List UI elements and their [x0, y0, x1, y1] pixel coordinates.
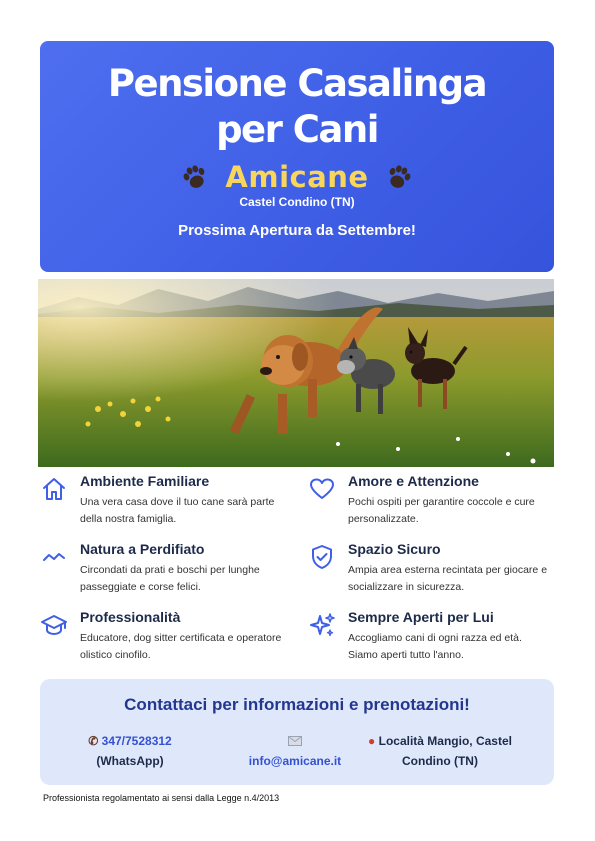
- feature-title: Amore e Attenzione: [348, 473, 479, 489]
- contact-address: [360, 731, 520, 771]
- dogs-playing-in-meadow-image: [38, 279, 554, 467]
- email-link[interactable]: info@amicane.it: [248, 754, 342, 768]
- feature-description: Pochi ospiti per garantire coccole e cure personalizzate.: [348, 496, 535, 525]
- opening-announcement: Prossima Apertura da Settembre!: [178, 222, 416, 239]
- address-line-2: Condino (TN): [402, 754, 478, 768]
- brand-row: [40, 159, 554, 195]
- hero-banner: [40, 41, 554, 272]
- brand-name: Amicane: [225, 160, 369, 194]
- feature-title: Ambiente Familiare: [80, 473, 210, 489]
- contact-heading: Contattaci per informazioni e prenotazioni!: [124, 695, 470, 714]
- feature-description: Ampia area esterna recintata per giocare e socializzare in sicurezza.: [348, 564, 548, 593]
- contact-box: [40, 679, 554, 785]
- contact-phone: [70, 731, 190, 771]
- phone-icon: ✆: [88, 734, 99, 748]
- feature-description: Educatore, dog sitter certificata e operatore olistico cinofilo.: [80, 632, 282, 661]
- phone-link[interactable]: 347/7528312: [101, 734, 172, 748]
- legal-footer: Professionista regolamentato ai sensi dalla Legge n.4/2013: [43, 793, 280, 803]
- contact-email: [215, 731, 375, 771]
- shield-check-icon: [308, 543, 336, 571]
- title-line-2: per Cani: [216, 108, 378, 151]
- heart-icon: [308, 475, 336, 503]
- feature-title: Natura a Perdifiato: [80, 541, 205, 557]
- feature-description: Accogliamo cani di ogni razza ed età. Siamo aperti tutto l'anno.: [348, 632, 522, 661]
- feature-description: Una vera casa dove il tuo cane sarà parte della nostra famiglia.: [80, 496, 275, 525]
- paw-icon: [383, 161, 415, 193]
- wave-icon: [40, 543, 68, 571]
- feature-title: Sempre Aperti per Lui: [348, 609, 494, 625]
- location-text: Castel Condino (TN): [239, 195, 355, 209]
- page-title: [40, 41, 554, 153]
- sparkles-icon: [308, 611, 336, 639]
- mail-icon: [215, 731, 375, 751]
- dogs-photo: [38, 279, 554, 467]
- graduation-cap-icon: [40, 611, 68, 639]
- address-line-1: Località Mangio, Castel: [378, 734, 512, 748]
- phone-note: (WhatsApp): [96, 754, 164, 768]
- paw-icon: [179, 161, 211, 193]
- feature-description: Circondati da prati e boschi per lunghe passeggiate e corse felici.: [80, 564, 260, 593]
- feature-title: Professionalità: [80, 609, 181, 625]
- map-pin-icon: ●: [368, 734, 376, 748]
- title-line-1: Pensione Casalinga: [107, 62, 487, 105]
- feature-title: Spazio Sicuro: [348, 541, 441, 557]
- home-icon: [40, 475, 68, 503]
